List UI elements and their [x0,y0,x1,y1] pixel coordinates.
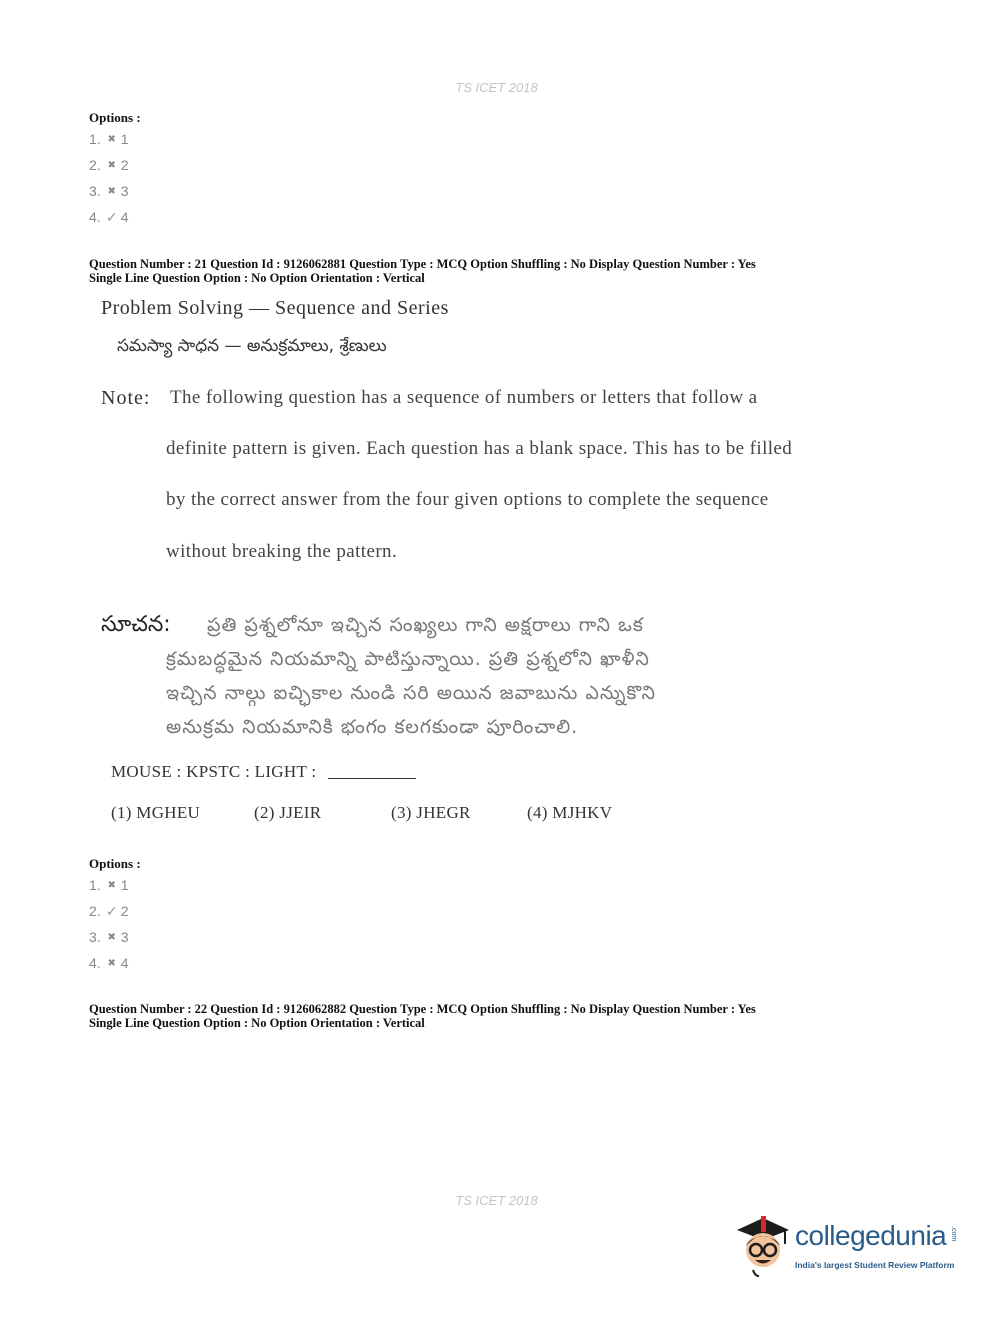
option-label: 1 [120,877,129,893]
option-item [89,209,128,226]
option-item [89,955,128,971]
page-footer: TS ICET 2018 [455,1193,538,1208]
option-item [89,183,128,199]
option-label: 3 [120,183,129,199]
option-number: 4. [89,209,101,225]
wrong-icon: ✖ [107,958,116,969]
checkmark-icon: ✓ [105,903,118,919]
option-number: 2. [89,903,101,919]
question-meta-line2: Single Line Question Option : No Option Orientation : Vertical [89,271,425,285]
question-meta-line1: Question Number : 21 Question Id : 9126062881 Question Type : MCQ Option Shuffling : No Display Question Number : Yes [89,257,756,271]
student-mascot-icon [733,1212,795,1282]
answer-blank [328,778,416,779]
subject-title-telugu: సమస్యా సాధన — అనుక్రమాలు, శ్రేణులు [117,336,387,356]
option-number: 1. [89,877,101,893]
option-number: 3. [89,929,101,945]
options-title: Options : [89,856,141,871]
note-line: by the correct answer from the four given options to complete the sequence [166,489,769,510]
question-meta [89,257,756,285]
option-number: 4. [89,955,101,971]
option-label: 4 [120,209,129,225]
option-item [89,877,128,893]
note-line: The following question has a sequence of numbers or letters that follow a [170,387,758,408]
question-meta-line2: Single Line Question Option : No Option Orientation : Vertical [89,1016,425,1030]
question-sequence: MOUSE : KPSTC : LIGHT : [111,762,317,781]
telugu-instruction-line: క్రమబద్ధమైన నియమాన్ని పాటిస్తున్నాయి. ప్రతి ప్రశ్నలోని ఖాళీని [166,648,650,670]
option-label: 2 [120,157,129,173]
option-label: 1 [120,131,129,147]
page-header: TS ICET 2018 [455,80,538,95]
option-item [89,157,128,173]
answer-choice: (4) MJHKV [527,803,613,822]
logo-wordmark: collegedunia [795,1220,947,1251]
question-meta-line1: Question Number : 22 Question Id : 9126062882 Question Type : MCQ Option Shuffling : No Display Question Number : Yes [89,1002,756,1016]
logo-domain-suffix: .com [950,1226,957,1242]
options-title: Options : [89,110,141,125]
suchana-label: సూచన: [101,612,171,637]
answer-choice: (2) JJEIR [254,803,322,822]
wrong-icon: ✖ [107,880,116,891]
option-label: 3 [120,929,129,945]
note-label: Note: [101,387,151,409]
collegedunia-logo[interactable] [733,1212,963,1282]
wrong-icon: ✖ [107,186,116,197]
answer-choice: (1) MGHEU [111,803,201,822]
question-text [111,762,416,782]
telugu-instruction-line: ఇచ్చిన నాల్గు ఐచ్ఛికాల నుండి సరి అయిన జవాబును ఎన్నుకొని [166,682,657,704]
option-label: 2 [120,903,129,919]
note-line: without breaking the pattern. [166,541,398,562]
option-item [89,929,128,945]
answer-choice: (3) JHEGR [391,803,471,822]
wrong-icon: ✖ [107,932,116,943]
checkmark-icon: ✓ [105,209,118,225]
option-number: 3. [89,183,101,199]
telugu-instruction-line: ప్రతి ప్రశ్నలోనూ ఇచ్చిన సంఖ్యలు గాని అక్షరాలు గాని ఒక [207,614,644,636]
note-line: definite pattern is given. Each question has a blank space. This has to be filled [166,438,793,459]
option-item [89,131,128,147]
subject-title: Problem Solving — Sequence and Series [101,297,449,319]
wrong-icon: ✖ [107,160,116,171]
option-item [89,903,128,920]
logo-tagline: India's largest Student Review Platform [795,1260,955,1270]
telugu-instruction-line: అనుక్రమ నియమానికి భంగం కలగకుండా పూరించాలి. [166,716,579,738]
option-number: 1. [89,131,101,147]
option-number: 2. [89,157,101,173]
option-label: 4 [120,955,129,971]
question-meta [89,1002,756,1030]
wrong-icon: ✖ [107,134,116,145]
